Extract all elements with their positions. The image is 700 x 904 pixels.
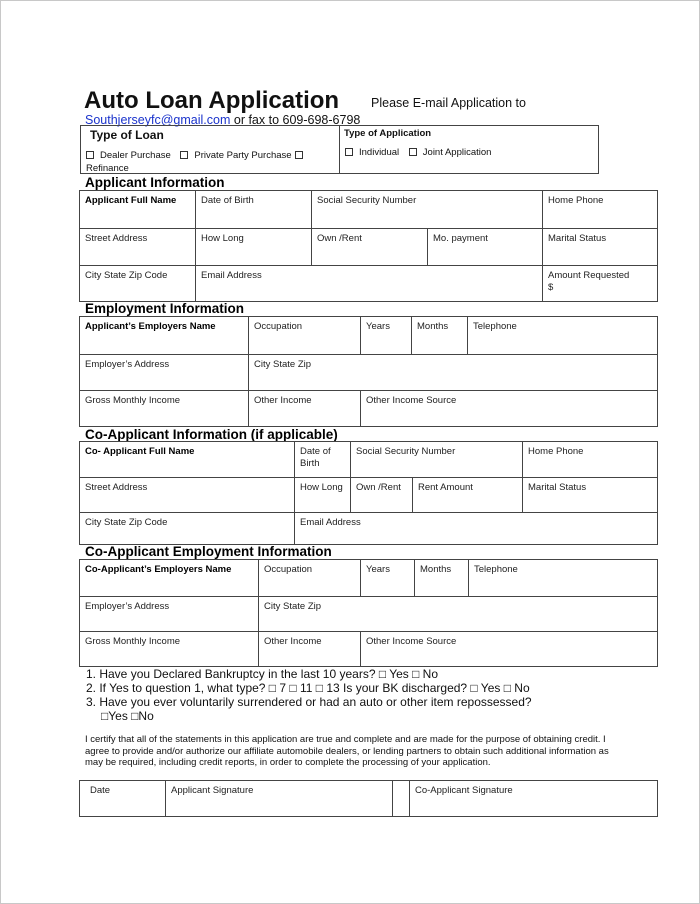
page-title: Auto Loan Application (84, 87, 340, 114)
co-employer-telephone-field[interactable]: Telephone (469, 560, 658, 597)
applicant-ssn-field[interactable]: Social Security Number (312, 191, 543, 229)
option-dealer-purchase: Dealer Purchase (100, 150, 171, 161)
applicant-signature-field[interactable]: Applicant Signature (166, 781, 393, 817)
coapplicant-how-long-field[interactable]: How Long (295, 478, 351, 513)
question-repossessed-options[interactable]: □Yes □No (101, 709, 154, 723)
applicant-own-rent-field[interactable]: Own /Rent (312, 229, 428, 266)
coapplicant-own-rent-field[interactable]: Own /Rent (351, 478, 413, 513)
coapplicant-full-name-field[interactable]: Co- Applicant Full Name (80, 442, 295, 478)
employment-info-heading: Employment Information (85, 301, 245, 316)
checkbox-refinance[interactable] (295, 151, 303, 159)
employer-name-field[interactable]: Applicant’s Employers Name (80, 317, 249, 355)
certification-text: I certify that all of the statements in this application are true and complete and are made for the purpose of obtaining credit. I agree to provide and/or authorize our affiliate automobile dealers, or lending partners to obtain such additional information as may be required, including credit reports, in order to complete the processing of your application. (85, 734, 609, 768)
signature-table (79, 780, 658, 817)
dollar-sign: $ (548, 281, 554, 293)
coapplicant-city-state-zip-field[interactable]: City State Zip Code (80, 513, 295, 545)
employment-info-table (79, 316, 658, 427)
coapplicant-info-heading: Co-Applicant Information (if applicable) (85, 427, 338, 442)
applicant-info-heading: Applicant Information (85, 175, 225, 190)
coapplicant-dob-field[interactable]: Date of Birth (295, 442, 351, 478)
option-private-party: Private Party Purchase (194, 150, 292, 161)
question-repossessed: 3. Have you ever voluntarily surrendered or had an auto or other item repossessed? (86, 695, 532, 709)
years-field[interactable]: Years (361, 317, 412, 355)
application-options (345, 147, 491, 158)
coapplicant-rent-amount-field[interactable]: Rent Amount (413, 478, 523, 513)
coapplicant-email-field[interactable]: Email Address (295, 513, 658, 545)
employer-address-field[interactable]: Employer’s Address (80, 355, 249, 391)
checkbox-dealer-purchase[interactable] (86, 151, 94, 159)
checkbox-individual[interactable] (345, 148, 353, 156)
email-instruction: Please E-mail Application to (371, 96, 526, 110)
other-income-source-field[interactable]: Other Income Source (361, 391, 658, 427)
co-years-field[interactable]: Years (361, 560, 415, 597)
type-of-loan-label: Type of Loan (90, 128, 164, 142)
applicant-city-state-zip-field[interactable]: City State Zip Code (80, 266, 196, 302)
applicant-marital-field[interactable]: Marital Status (543, 229, 658, 266)
email-link[interactable]: Southjerseyfc@gmail.com (85, 113, 231, 127)
coapplicant-info-table (79, 441, 658, 545)
applicant-email-field[interactable]: Email Address (196, 266, 543, 302)
co-months-field[interactable]: Months (415, 560, 469, 597)
applicant-full-name-field[interactable]: Applicant Full Name (80, 191, 196, 229)
co-other-income-field[interactable]: Other Income (259, 632, 361, 667)
coapplicant-ssn-field[interactable]: Social Security Number (351, 442, 523, 478)
co-employer-name-field[interactable]: Co-Applicant’s Employers Name (80, 560, 259, 597)
applicant-home-phone-field[interactable]: Home Phone (543, 191, 658, 229)
option-refinance: Refinance (86, 163, 129, 174)
applicant-how-long-field[interactable]: How Long (196, 229, 312, 266)
type-of-application-label: Type of Application (344, 128, 432, 139)
option-joint: Joint Application (422, 147, 492, 158)
co-gross-income-field[interactable]: Gross Monthly Income (80, 632, 259, 667)
checkbox-joint[interactable] (409, 148, 417, 156)
coemployment-info-heading: Co-Applicant Employment Information (85, 544, 332, 559)
months-field[interactable]: Months (412, 317, 468, 355)
employer-telephone-field[interactable]: Telephone (468, 317, 658, 355)
loan-options (86, 149, 336, 175)
applicant-info-table (79, 190, 658, 302)
co-other-income-source-field[interactable]: Other Income Source (361, 632, 658, 667)
checkbox-private-party[interactable] (180, 151, 188, 159)
amount-requested-label: Amount Requested (548, 270, 630, 281)
gross-income-field[interactable]: Gross Monthly Income (80, 391, 249, 427)
applicant-dob-field[interactable]: Date of Birth (196, 191, 312, 229)
applicant-street-field[interactable]: Street Address (80, 229, 196, 266)
coapplicant-home-phone-field[interactable]: Home Phone (523, 442, 658, 478)
applicant-amount-requested-field[interactable] (543, 266, 658, 302)
coapplicant-street-field[interactable]: Street Address (80, 478, 295, 513)
co-employer-city-state-zip-field[interactable]: City State Zip (259, 597, 658, 632)
fax-text: or fax to 609-698-6798 (233, 113, 361, 127)
question-bankruptcy[interactable]: 1. Have you Declared Bankruptcy in the last 10 years? □ Yes □ No (86, 667, 439, 681)
coapplicant-signature-field[interactable]: Co-Applicant Signature (410, 781, 658, 817)
employer-city-state-zip-field[interactable]: City State Zip (249, 355, 658, 391)
occupation-field[interactable]: Occupation (249, 317, 361, 355)
question-bk-type[interactable]: 2. If Yes to question 1, what type? □ 7 □ 11 □ 13 Is your BK discharged? □ Yes □ No (86, 681, 530, 695)
coemployment-info-table (79, 559, 658, 667)
co-employer-address-field[interactable]: Employer’s Address (80, 597, 259, 632)
questions-list (86, 667, 532, 723)
signature-date-field[interactable]: Date (80, 781, 166, 817)
applicant-mo-payment-field[interactable]: Mo. payment (428, 229, 543, 266)
option-individual: Individual (359, 147, 400, 158)
co-occupation-field[interactable]: Occupation (259, 560, 361, 597)
other-income-field[interactable]: Other Income (249, 391, 361, 427)
coapplicant-marital-field[interactable]: Marital Status (523, 478, 658, 513)
signature-spacer (393, 781, 410, 817)
